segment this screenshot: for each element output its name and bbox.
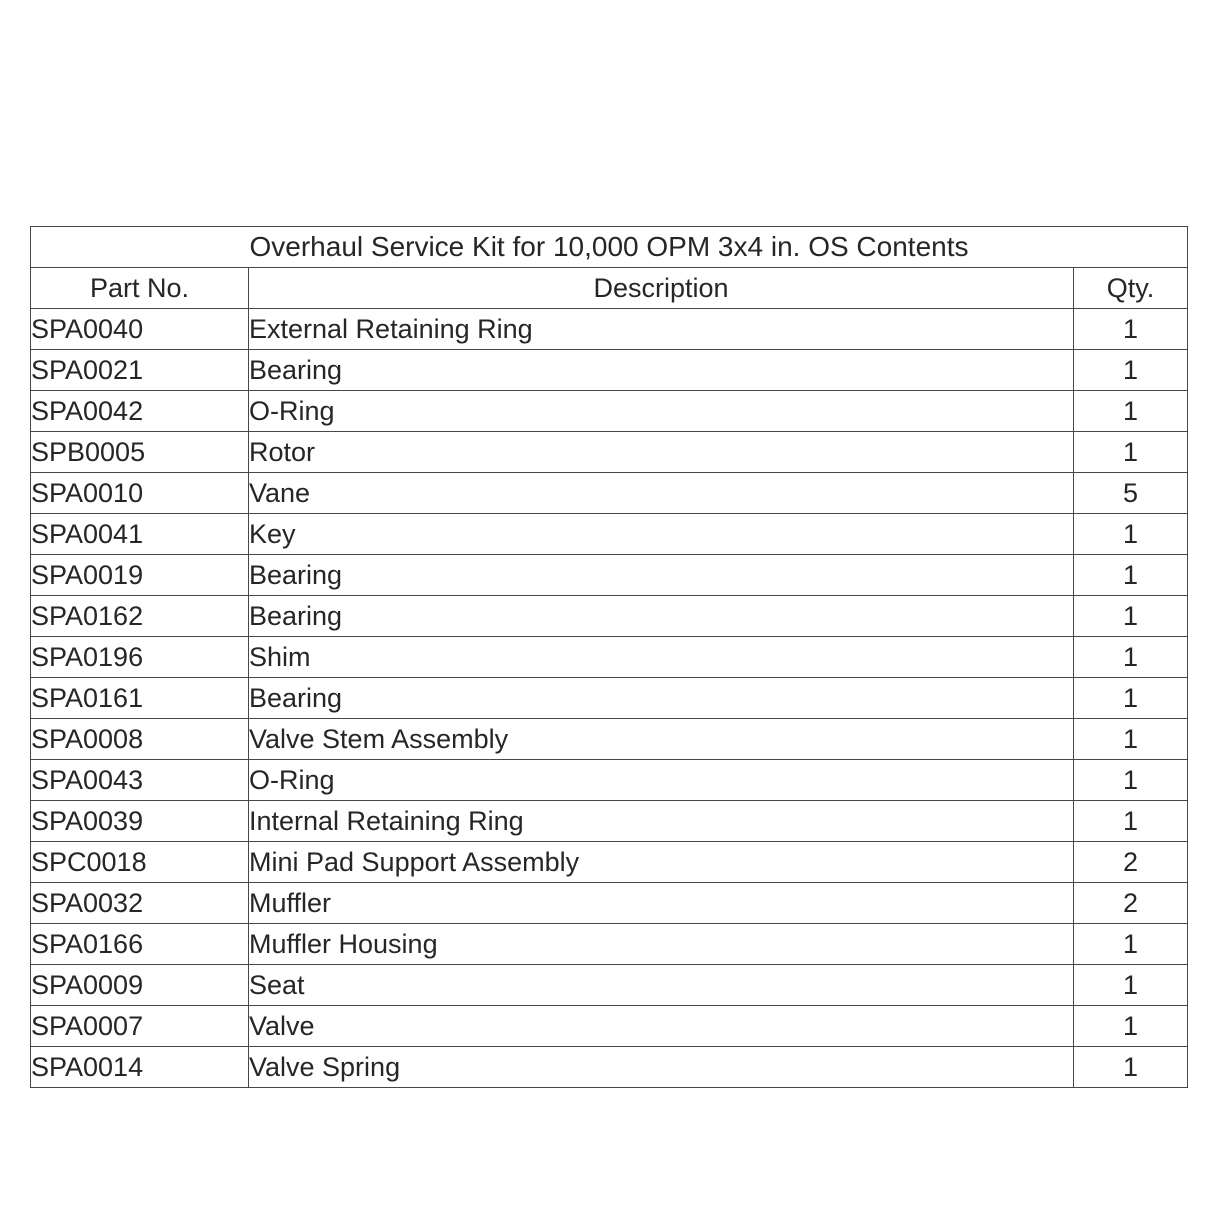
table-row	[31, 719, 1188, 760]
description-cell: External Retaining Ring	[249, 309, 1074, 350]
column-header-description: Description	[249, 268, 1074, 309]
part-no-cell: SPA0014	[31, 1047, 249, 1088]
part-no-cell: SPA0042	[31, 391, 249, 432]
description-cell: Rotor	[249, 432, 1074, 473]
qty-cell: 1	[1074, 678, 1188, 719]
part-no-cell: SPA0007	[31, 1006, 249, 1047]
table-header-row	[31, 268, 1188, 309]
part-no-cell: SPA0166	[31, 924, 249, 965]
parts-table	[30, 226, 1188, 1088]
part-no-cell: SPA0009	[31, 965, 249, 1006]
table-row	[31, 350, 1188, 391]
qty-cell: 1	[1074, 555, 1188, 596]
table-row	[31, 883, 1188, 924]
description-cell: Bearing	[249, 596, 1074, 637]
column-header-qty: Qty.	[1074, 268, 1188, 309]
description-cell: Bearing	[249, 678, 1074, 719]
description-cell: Seat	[249, 965, 1074, 1006]
column-header-part-no: Part No.	[31, 268, 249, 309]
part-no-cell: SPA0196	[31, 637, 249, 678]
description-cell: O-Ring	[249, 760, 1074, 801]
qty-cell: 1	[1074, 1047, 1188, 1088]
part-no-cell: SPB0005	[31, 432, 249, 473]
table-row	[31, 514, 1188, 555]
description-cell: Key	[249, 514, 1074, 555]
qty-cell: 1	[1074, 965, 1188, 1006]
description-cell: Muffler	[249, 883, 1074, 924]
qty-cell: 1	[1074, 924, 1188, 965]
description-cell: O-Ring	[249, 391, 1074, 432]
description-cell: Bearing	[249, 350, 1074, 391]
description-cell: Valve Stem Assembly	[249, 719, 1074, 760]
qty-cell: 1	[1074, 596, 1188, 637]
table-row	[31, 1006, 1188, 1047]
qty-cell: 2	[1074, 883, 1188, 924]
qty-cell: 2	[1074, 842, 1188, 883]
description-cell: Vane	[249, 473, 1074, 514]
description-cell: Valve	[249, 1006, 1074, 1047]
qty-cell: 1	[1074, 391, 1188, 432]
part-no-cell: SPA0039	[31, 801, 249, 842]
qty-cell: 1	[1074, 309, 1188, 350]
part-no-cell: SPA0041	[31, 514, 249, 555]
qty-cell: 1	[1074, 760, 1188, 801]
table-row	[31, 678, 1188, 719]
table-row	[31, 596, 1188, 637]
part-no-cell: SPA0162	[31, 596, 249, 637]
qty-cell: 1	[1074, 514, 1188, 555]
qty-cell: 1	[1074, 432, 1188, 473]
qty-cell: 1	[1074, 1006, 1188, 1047]
qty-cell: 1	[1074, 637, 1188, 678]
table-row	[31, 432, 1188, 473]
table-title: Overhaul Service Kit for 10,000 OPM 3x4 in. OS Contents	[31, 227, 1188, 268]
table-row	[31, 842, 1188, 883]
table-row	[31, 473, 1188, 514]
part-no-cell: SPA0010	[31, 473, 249, 514]
description-cell: Mini Pad Support Assembly	[249, 842, 1074, 883]
part-no-cell: SPA0040	[31, 309, 249, 350]
part-no-cell: SPA0032	[31, 883, 249, 924]
table-row	[31, 555, 1188, 596]
table-row	[31, 760, 1188, 801]
qty-cell: 1	[1074, 350, 1188, 391]
description-cell: Internal Retaining Ring	[249, 801, 1074, 842]
part-no-cell: SPC0018	[31, 842, 249, 883]
table-row	[31, 309, 1188, 350]
description-cell: Muffler Housing	[249, 924, 1074, 965]
description-cell: Shim	[249, 637, 1074, 678]
part-no-cell: SPA0043	[31, 760, 249, 801]
table-row	[31, 1047, 1188, 1088]
part-no-cell: SPA0021	[31, 350, 249, 391]
part-no-cell: SPA0019	[31, 555, 249, 596]
qty-cell: 1	[1074, 719, 1188, 760]
table-row	[31, 924, 1188, 965]
table-row	[31, 637, 1188, 678]
description-cell: Valve Spring	[249, 1047, 1074, 1088]
description-cell: Bearing	[249, 555, 1074, 596]
qty-cell: 5	[1074, 473, 1188, 514]
qty-cell: 1	[1074, 801, 1188, 842]
table-title-row	[31, 227, 1188, 268]
table-row	[31, 965, 1188, 1006]
part-no-cell: SPA0008	[31, 719, 249, 760]
part-no-cell: SPA0161	[31, 678, 249, 719]
table-row	[31, 391, 1188, 432]
table-row	[31, 801, 1188, 842]
